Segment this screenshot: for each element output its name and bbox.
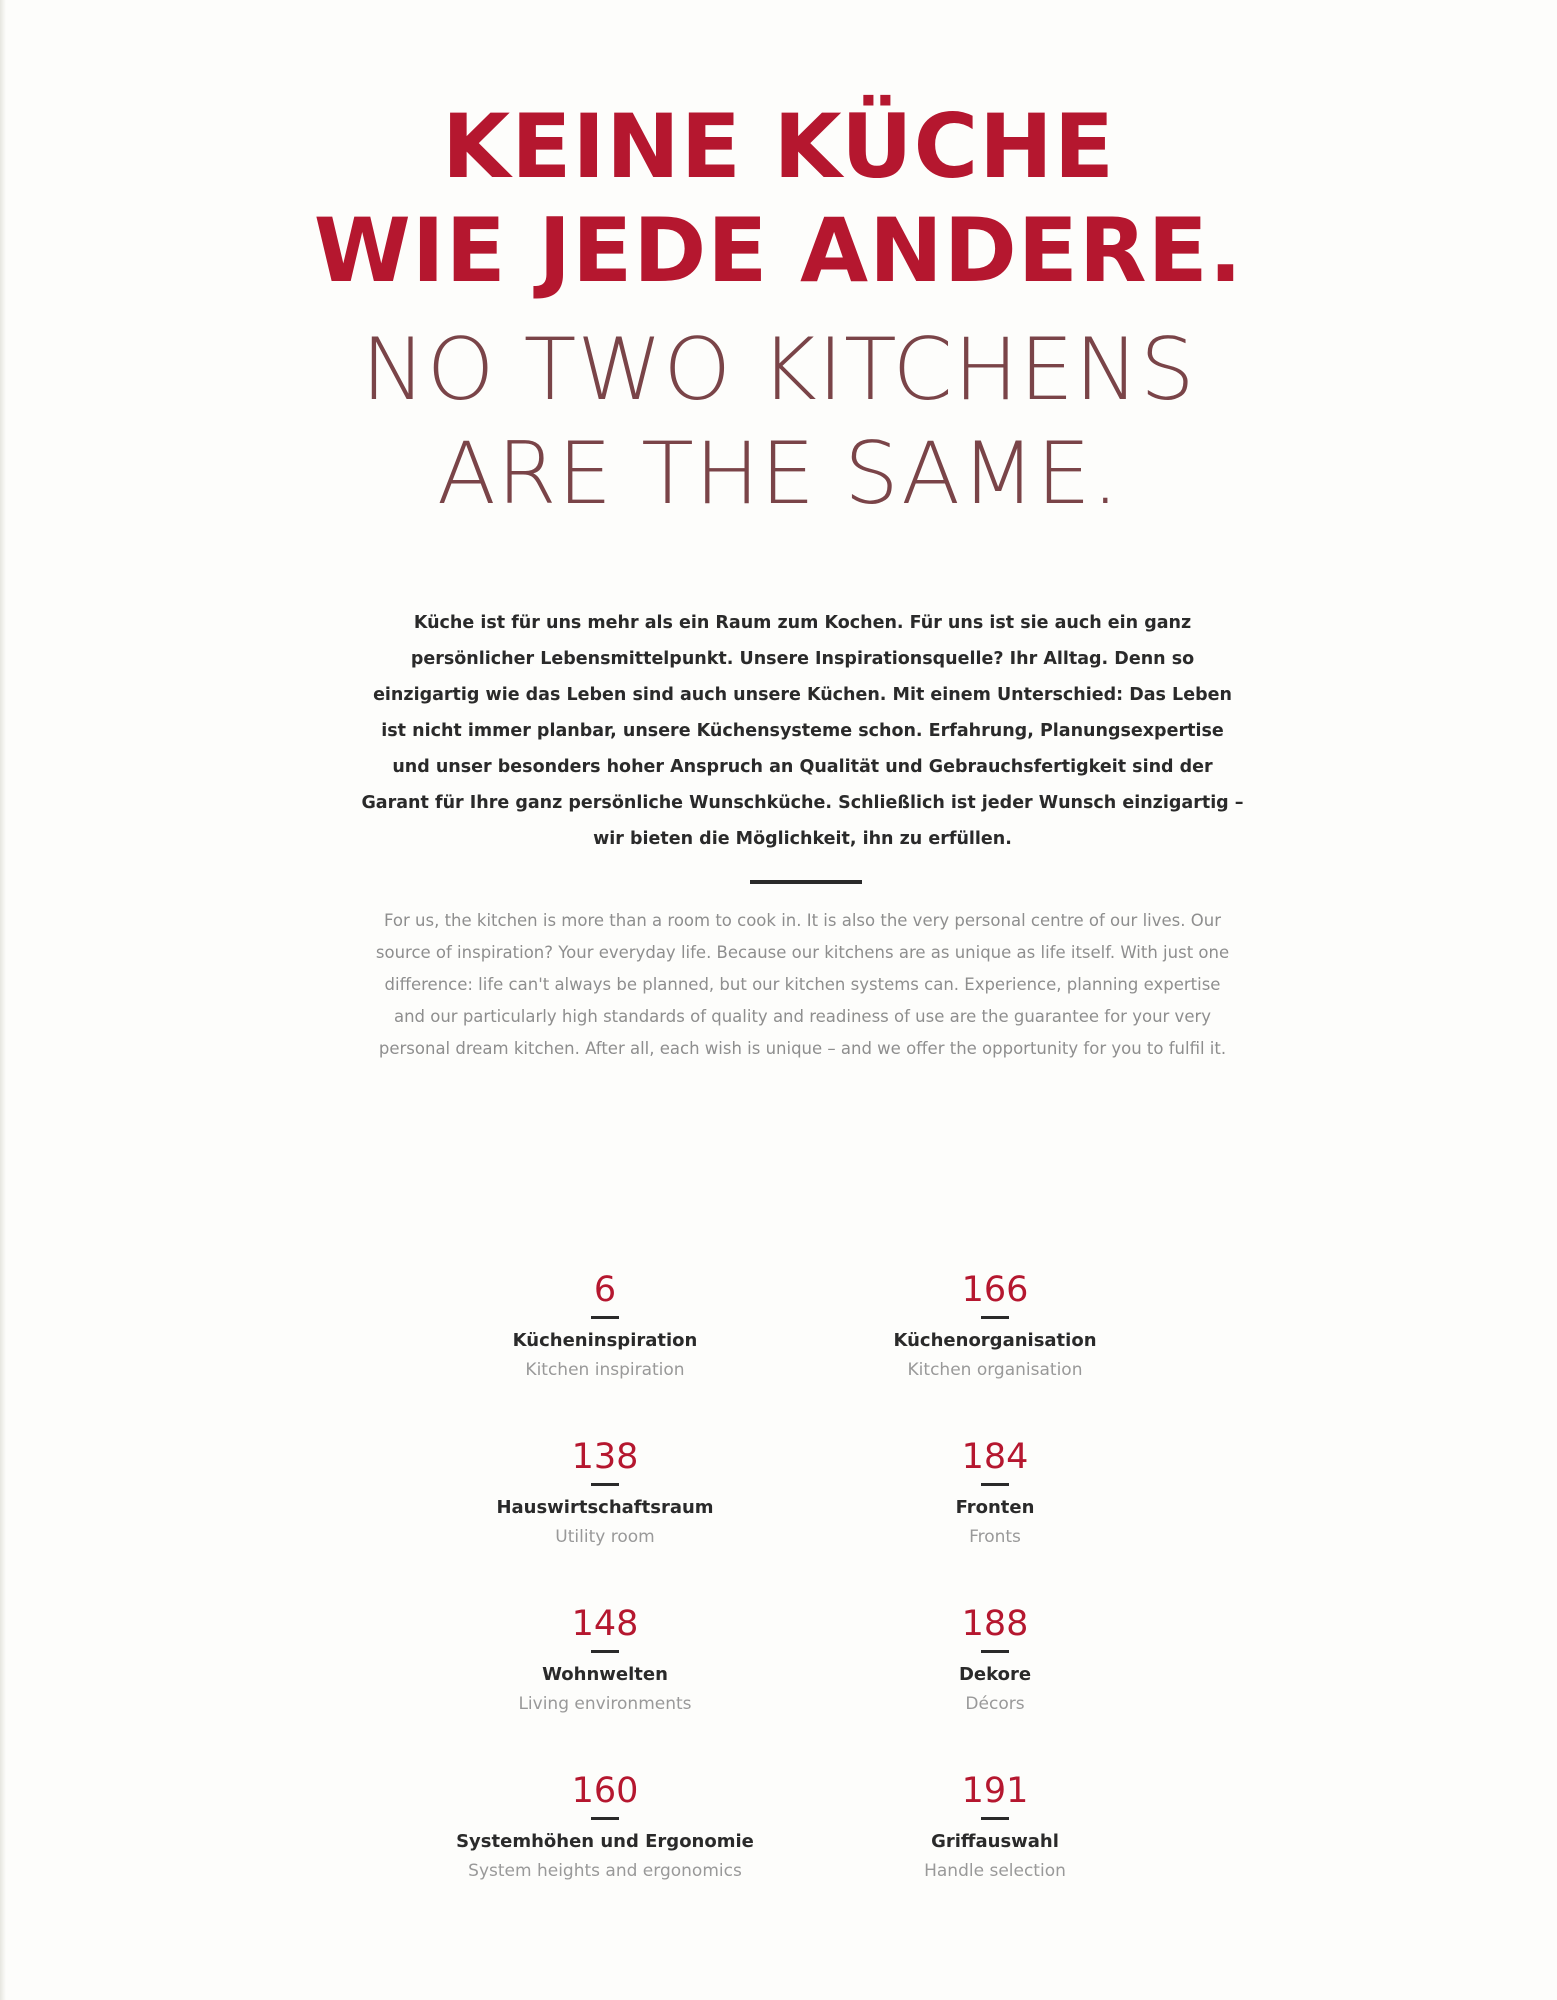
headline-english-line-1: NO TWO KITCHENS	[361, 320, 1196, 420]
intro-paragraph-german: Küche ist für uns mehr als ein Raum zum Kochen. Für uns ist sie auch ein ganz persönlicher Lebensmittelpunkt. Unsere Inspirationsquelle? Ihr Alltag. Denn so einzigartig wie das Leben sind auch unsere Küchen. Mit einem Unterschied: Das Leben ist nicht immer planbar, unsere Küchensysteme schon. Erfahrung, Planungsexpertise und unser besonders hoher Anspruch an Qualität und Gebrauchsfertigkeit sind der Garant für Ihre ganz persönliche Wunschküche. Schließlich ist jeder Wunsch einzigartig – wir bieten die Möglichkeit, ihn zu erfüllen.	[361, 613, 1244, 849]
section-divider	[750, 880, 862, 884]
toc-entry-living-environments[interactable]	[410, 1602, 800, 1769]
toc-title-english: Décors	[965, 1694, 1025, 1714]
toc-title-german: Fronten	[955, 1497, 1035, 1518]
toc-page-number: 166	[961, 1270, 1029, 1310]
headline-german	[0, 95, 1557, 303]
toc-separator	[981, 1483, 1009, 1486]
toc-title-english: Handle selection	[924, 1861, 1066, 1881]
toc-title-german: Wohnwelten	[542, 1664, 668, 1685]
toc-title-english: Kitchen inspiration	[525, 1360, 685, 1380]
toc-separator	[591, 1650, 619, 1653]
toc-entry-decors[interactable]	[800, 1602, 1190, 1769]
headline-german-line-2: WIE JEDE ANDERE.	[313, 199, 1244, 302]
toc-page-number: 191	[961, 1771, 1029, 1811]
toc-page-number: 148	[571, 1604, 639, 1644]
toc-title-english: Kitchen organisation	[907, 1360, 1083, 1380]
headline-german-line-1: KEINE KÜCHE	[442, 95, 1115, 198]
toc-title-german: Küchenorganisation	[893, 1330, 1097, 1351]
toc-entry-fronts[interactable]	[800, 1435, 1190, 1602]
toc-title-german: Kücheninspiration	[512, 1330, 698, 1351]
toc-title-english: System heights and ergonomics	[468, 1861, 742, 1881]
toc-separator	[591, 1316, 619, 1319]
toc-separator	[981, 1316, 1009, 1319]
toc-entry-kitchen-organisation[interactable]	[800, 1268, 1190, 1435]
toc-separator	[981, 1650, 1009, 1653]
toc-page-number: 188	[961, 1604, 1029, 1644]
toc-title-german: Systemhöhen und Ergonomie	[456, 1831, 754, 1852]
toc-page-number: 6	[593, 1270, 617, 1310]
headline-english	[0, 318, 1557, 526]
toc-separator	[981, 1817, 1009, 1820]
toc-page-number: 138	[571, 1437, 639, 1477]
toc-title-german: Dekore	[958, 1664, 1032, 1685]
toc-title-english: Living environments	[518, 1694, 692, 1714]
table-of-contents	[410, 1268, 1190, 1936]
toc-separator	[591, 1483, 619, 1486]
toc-title-english: Utility room	[555, 1527, 655, 1547]
toc-page-number: 184	[961, 1437, 1029, 1477]
toc-separator	[591, 1817, 619, 1820]
toc-entry-kitchen-inspiration[interactable]	[410, 1268, 800, 1435]
toc-entry-handle-selection[interactable]	[800, 1769, 1190, 1936]
toc-title-german: Hauswirtschaftsraum	[496, 1497, 714, 1518]
toc-title-english: Fronts	[969, 1527, 1021, 1547]
toc-title-german: Griffauswahl	[931, 1831, 1059, 1852]
toc-page-number: 160	[571, 1771, 639, 1811]
intro-paragraph-english: For us, the kitchen is more than a room to cook in. It is also the very personal centre of our lives. Our source of inspiration? Your everyday life. Because our kitchens are as unique as life itself. With just one difference: life can't always be planned, but our kitchen systems can. Experience, planning expertise and our particularly high standards of quality and readiness of use are the guarantee for your very personal dream kitchen. After all, each wish is unique – and we offer the opportunity for you to fulfil it.	[375, 911, 1230, 1058]
toc-entry-system-heights[interactable]	[410, 1769, 800, 1936]
toc-entry-utility-room[interactable]	[410, 1435, 800, 1602]
headline-english-line-2: ARE THE SAME.	[436, 424, 1121, 524]
